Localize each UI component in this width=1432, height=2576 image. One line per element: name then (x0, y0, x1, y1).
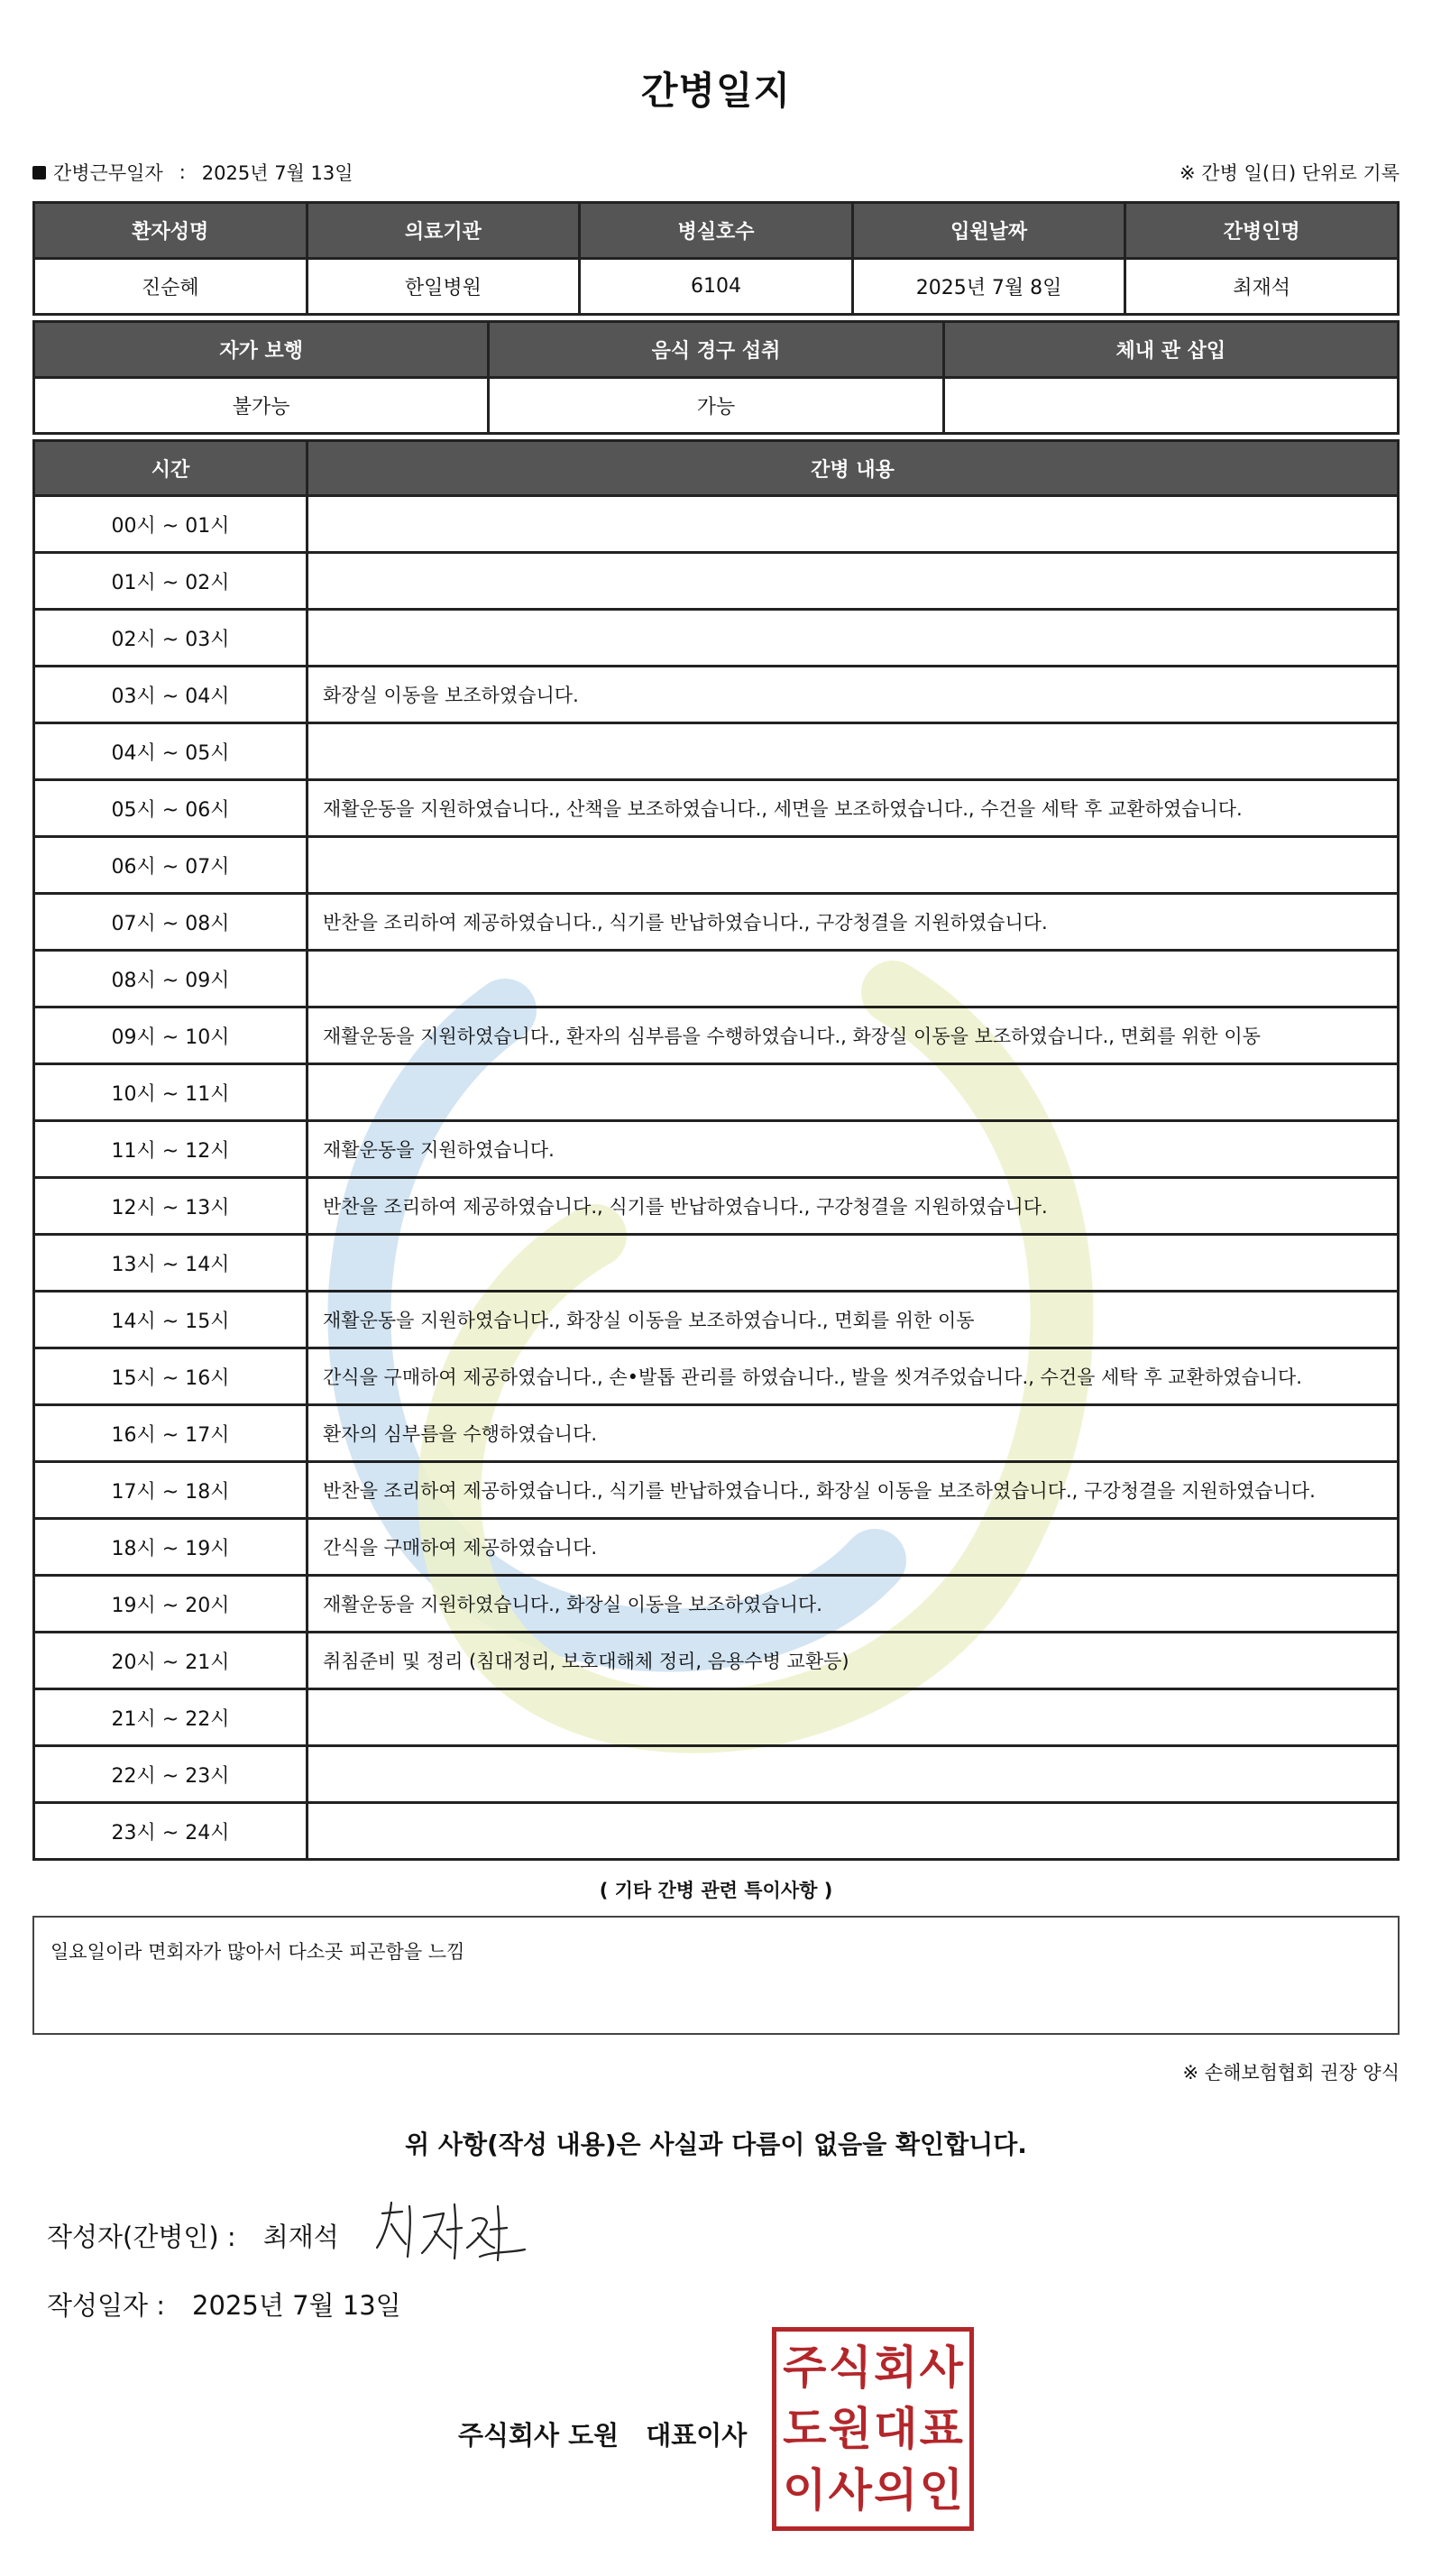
log-time: 01시 ~ 02시 (34, 553, 308, 610)
author-row (47, 2217, 339, 2254)
representative-title: 대표이사 (646, 2420, 748, 2451)
header-admission-date: 입원날짜 (852, 203, 1125, 259)
log-content (308, 1064, 1399, 1121)
header-oral-intake: 음식 경구 섭취 (489, 322, 943, 378)
written-date-row (47, 2286, 401, 2323)
log-time: 05시 ~ 06시 (34, 780, 308, 837)
log-content (308, 610, 1399, 667)
log-row (34, 496, 1399, 553)
header-caregiver: 간병인명 (1125, 203, 1399, 259)
written-date-label: 작성일자 : (47, 2290, 166, 2321)
work-date-separator: : (179, 161, 186, 183)
log-row (34, 1576, 1399, 1633)
company-signature-line (458, 2415, 747, 2452)
log-content: 환자의 심부름을 수행하였습니다. (308, 1405, 1399, 1462)
log-content (308, 553, 1399, 610)
log-time: 16시 ~ 17시 (34, 1405, 308, 1462)
log-content: 반찬을 조리하여 제공하였습니다., 식기를 반납하였습니다., 구강청결을 지원하였습니다. (308, 1178, 1399, 1235)
header-room: 병실호수 (580, 203, 853, 259)
hospital-name: 한일병원 (307, 259, 580, 315)
log-body (34, 496, 1399, 1860)
log-time: 08시 ~ 09시 (34, 951, 308, 1007)
record-unit-note: ※ 간병 일(日) 단위로 기록 (1180, 162, 1400, 184)
seal-character: 인 (919, 2464, 963, 2516)
log-row (34, 1519, 1399, 1576)
seal-character: 원 (828, 2403, 872, 2455)
patient-status-table (32, 320, 1400, 435)
seal-character: 사 (828, 2464, 872, 2516)
log-time: 02시 ~ 03시 (34, 610, 308, 667)
care-log-table (32, 439, 1400, 1861)
log-time: 20시 ~ 21시 (34, 1633, 308, 1689)
log-row (34, 1803, 1399, 1860)
log-content: 재활운동을 지원하였습니다. (308, 1121, 1399, 1178)
work-date (32, 159, 353, 186)
log-row (34, 780, 1399, 837)
log-time: 13시 ~ 14시 (34, 1235, 308, 1292)
log-time: 07시 ~ 08시 (34, 894, 308, 951)
log-row (34, 610, 1399, 667)
status-header-row (34, 322, 1399, 378)
company-name: 주식회사 도원 (458, 2420, 620, 2451)
log-content: 반찬을 조리하여 제공하였습니다., 식기를 반납하였습니다., 구강청결을 지원하였습니다. (308, 894, 1399, 951)
seal-character: 회 (874, 2341, 918, 2394)
room-number: 6104 (580, 259, 853, 315)
header-tube-insertion: 체내 관 삽입 (943, 322, 1398, 378)
patient-value-row (34, 259, 1399, 315)
log-row (34, 1689, 1399, 1746)
header-patient-name: 환자성명 (34, 203, 308, 259)
log-row (34, 1235, 1399, 1292)
log-content (308, 1746, 1399, 1803)
company-seal (772, 2327, 974, 2531)
log-row (34, 667, 1399, 723)
bullet-square-icon (32, 166, 46, 179)
seal-character: 대 (874, 2403, 918, 2455)
log-row (34, 1348, 1399, 1405)
log-content (308, 837, 1399, 894)
log-time: 06시 ~ 07시 (34, 837, 308, 894)
notes-text: 일요일이라 면회자가 많아서 다소곳 피곤함을 느낌 (50, 1941, 465, 1963)
log-time: 11시 ~ 12시 (34, 1121, 308, 1178)
confirmation-statement: 위 사항(작성 내용)은 사실과 다름이 없음을 확인합니다. (405, 2130, 1027, 2159)
seal-character: 식 (828, 2341, 872, 2394)
log-row (34, 1178, 1399, 1235)
status-value-row (34, 378, 1399, 434)
seal-character: 사 (919, 2341, 963, 2394)
log-time: 18시 ~ 19시 (34, 1519, 308, 1576)
author-label: 작성자(간병인) : (47, 2222, 236, 2252)
seal-character: 주 (783, 2341, 827, 2394)
log-row (34, 1064, 1399, 1121)
log-content (308, 951, 1399, 1007)
log-content: 취침준비 및 정리 (침대정리, 보호대해체 정리, 음용수병 교환등) (308, 1633, 1399, 1689)
log-row (34, 723, 1399, 780)
log-row (34, 1405, 1399, 1462)
log-content (308, 1235, 1399, 1292)
log-time: 12시 ~ 13시 (34, 1178, 308, 1235)
work-date-value: 2025년 7월 13일 (201, 162, 353, 184)
seal-character: 의 (874, 2464, 918, 2516)
log-time: 14시 ~ 15시 (34, 1292, 308, 1348)
patient-name: 진순혜 (34, 259, 308, 315)
log-time: 21시 ~ 22시 (34, 1689, 308, 1746)
log-content: 간식을 구매하여 제공하였습니다., 손•발톱 관리를 하였습니다., 발을 씻겨주었습니다., 수건을 세탁 후 교환하였습니다. (308, 1348, 1399, 1405)
log-row (34, 1292, 1399, 1348)
log-content: 간식을 구매하여 제공하였습니다. (308, 1519, 1399, 1576)
log-content: 재활운동을 지원하였습니다., 화장실 이동을 보조하였습니다. (308, 1576, 1399, 1633)
self-walking-value: 불가능 (34, 378, 489, 434)
log-row (34, 894, 1399, 951)
admission-date: 2025년 7월 8일 (852, 259, 1125, 315)
log-time: 03시 ~ 04시 (34, 667, 308, 723)
log-content (308, 1689, 1399, 1746)
header-self-walking: 자가 보행 (34, 322, 489, 378)
seal-character: 표 (919, 2403, 963, 2455)
log-content: 재활운동을 지원하였습니다., 화장실 이동을 보조하였습니다., 면회를 위한 이동 (308, 1292, 1399, 1348)
log-row (34, 837, 1399, 894)
author-name: 최재석 (262, 2222, 339, 2252)
log-content (308, 496, 1399, 553)
log-time: 19시 ~ 20시 (34, 1576, 308, 1633)
log-row (34, 951, 1399, 1007)
log-time: 15시 ~ 16시 (34, 1348, 308, 1405)
oral-intake-value: 가능 (489, 378, 943, 434)
log-row (34, 1007, 1399, 1064)
seal-character: 도 (783, 2403, 827, 2455)
notes-box (32, 1916, 1400, 2035)
log-time: 23시 ~ 24시 (34, 1803, 308, 1860)
page-title: 간병일지 (640, 69, 792, 113)
written-date-value: 2025년 7월 13일 (192, 2290, 401, 2321)
log-content: 재활운동을 지원하였습니다., 산책을 보조하였습니다., 세면을 보조하였습니다., 수건을 세탁 후 교환하였습니다. (308, 780, 1399, 837)
log-header-row (34, 441, 1399, 496)
log-row (34, 1462, 1399, 1519)
log-time: 17시 ~ 18시 (34, 1462, 308, 1519)
notes-title: ( 기타 간병 관련 특이사항 ) (599, 1880, 833, 1901)
log-content: 재활운동을 지원하였습니다., 환자의 심부름을 수행하였습니다., 화장실 이동을 보조하였습니다., 면회를 위한 이동 (308, 1007, 1399, 1064)
log-time: 00시 ~ 01시 (34, 496, 308, 553)
form-source-note: ※ 손해보험협회 권장 양식 (1182, 2062, 1400, 2084)
seal-character: 이 (783, 2464, 827, 2516)
log-time: 10시 ~ 11시 (34, 1064, 308, 1121)
log-content (308, 723, 1399, 780)
log-time: 04시 ~ 05시 (34, 723, 308, 780)
header-hospital: 의료기관 (307, 203, 580, 259)
log-time: 09시 ~ 10시 (34, 1007, 308, 1064)
log-content: 반찬을 조리하여 제공하였습니다., 식기를 반납하였습니다., 화장실 이동을 보조하였습니다., 구강청결을 지원하였습니다. (308, 1462, 1399, 1519)
log-time: 22시 ~ 23시 (34, 1746, 308, 1803)
log-content: 화장실 이동을 보조하였습니다. (308, 667, 1399, 723)
patient-info-table (32, 201, 1400, 316)
log-content (308, 1803, 1399, 1860)
log-row (34, 553, 1399, 610)
patient-header-row (34, 203, 1399, 259)
header-time: 시간 (34, 441, 308, 496)
log-row (34, 1121, 1399, 1178)
work-date-label: 간병근무일자 (53, 162, 163, 184)
log-row (34, 1633, 1399, 1689)
log-row (34, 1746, 1399, 1803)
handwritten-signature (372, 2194, 534, 2270)
header-care-content: 간병 내용 (308, 441, 1399, 496)
caregiver-name: 최재석 (1125, 259, 1399, 315)
tube-insertion-value (943, 378, 1398, 434)
